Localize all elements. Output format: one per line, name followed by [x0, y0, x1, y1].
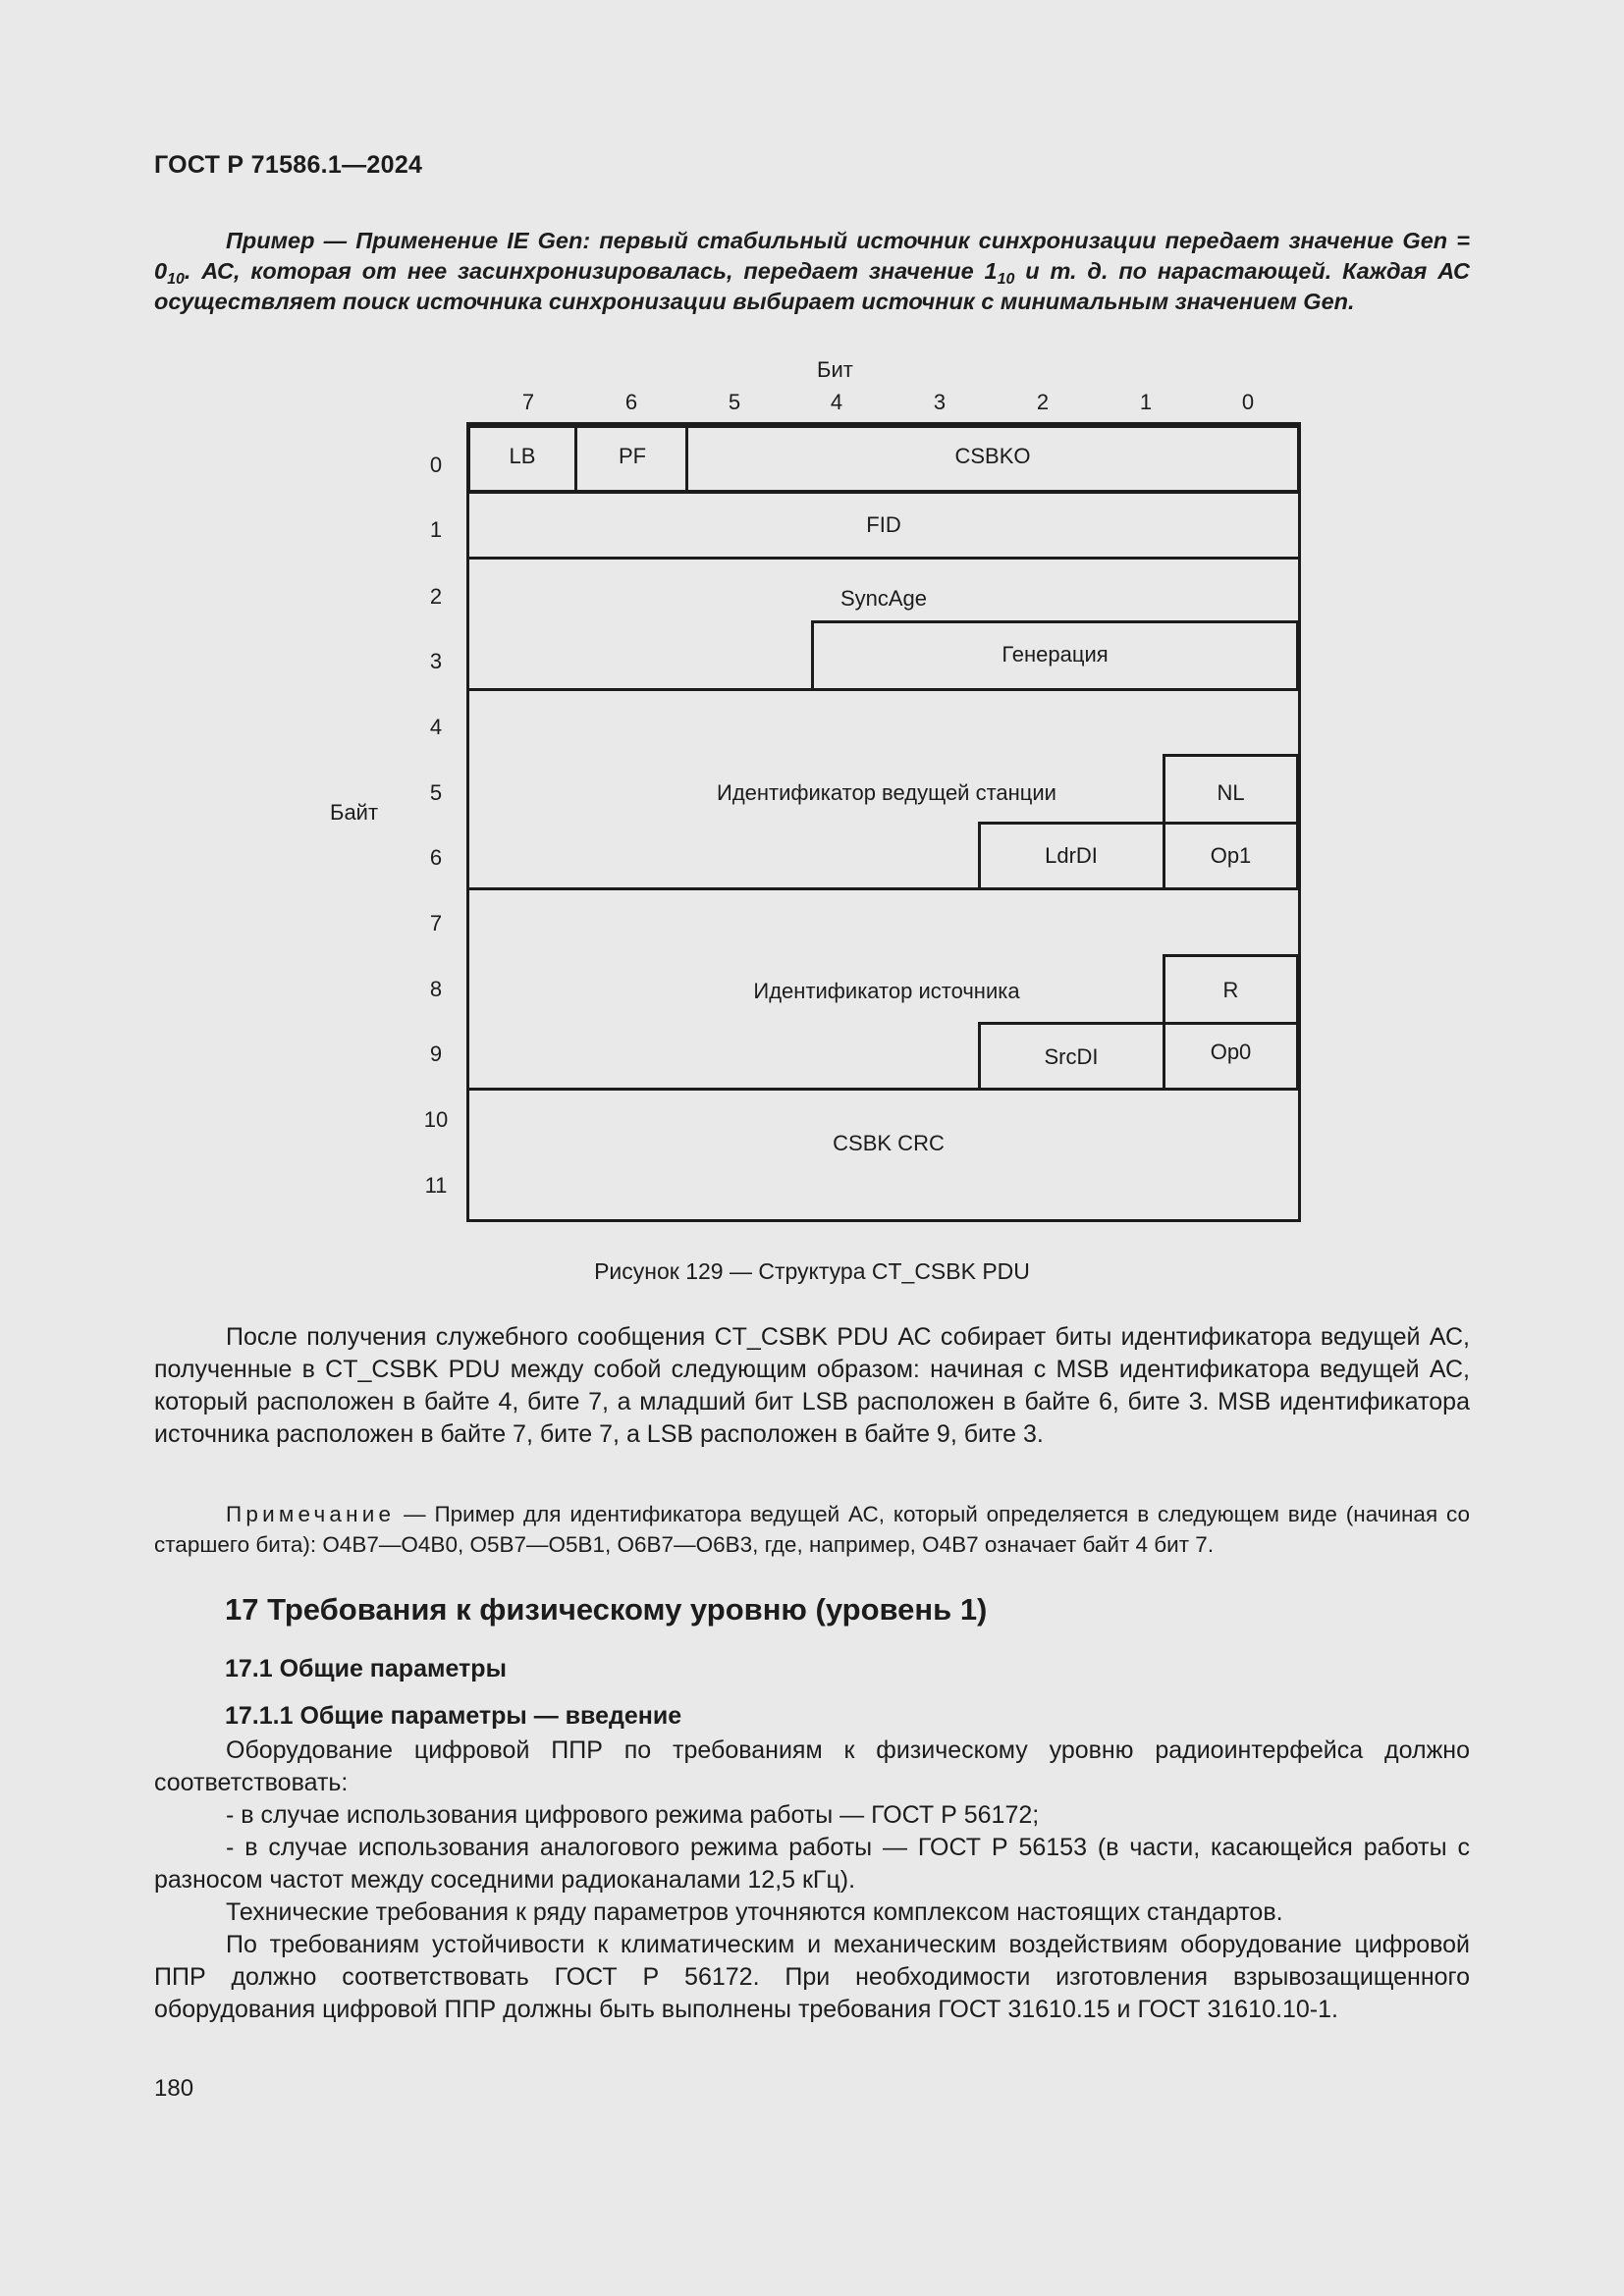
- byte-label: 6: [429, 845, 443, 870]
- section17-body: [154, 1735, 1470, 2026]
- bit-label: 7: [521, 390, 535, 414]
- divider: [979, 1022, 1299, 1025]
- byte-label: 10: [423, 1107, 449, 1132]
- divider: [466, 557, 1301, 560]
- field-master-station-id: Идентификатор ведущей станции: [717, 780, 1056, 805]
- section17-paragraph: По требованиям устойчивости к климатическим и механическим воздействиям оборудование цифровой ППР должно соответствовать ГОСТ Р 56172. При необходимости изготовления взрывозащищенного оборудования цифровой ППР должны быть выполнены требования ГОСТ 31610.15 и ГОСТ 31610.10-1.: [154, 1931, 1470, 2023]
- byte-label: 0: [429, 453, 443, 477]
- field-generation: Генерация: [1001, 642, 1109, 667]
- byte-label: 2: [429, 584, 443, 609]
- note-text: — Пример для идентификатора ведущей АС, который определяется в следующем виде (начиная со старшего бита): O4B7—O4B0, O5B7—O5B1, O6B7—O6B3, где, например, O4B7 означает байт 4 бит 7.: [154, 1502, 1470, 1557]
- field-fid: FID: [866, 512, 901, 537]
- section17-paragraph: Оборудование цифровой ППР по требованиям к физическому уровню радиоинтерфейса должно соответствовать:: [154, 1736, 1470, 1796]
- field-srcdi: SrcDI: [1044, 1044, 1099, 1069]
- field-syncage: SyncAge: [839, 586, 928, 611]
- section-heading: 17 Требования к физическому уровню (уровень 1): [225, 1592, 988, 1627]
- byte-label: 7: [429, 911, 443, 935]
- bit-label: 2: [1036, 390, 1050, 414]
- bit-label: 5: [728, 390, 741, 414]
- bit-label: 0: [1241, 390, 1255, 414]
- field-nl: NL: [1217, 780, 1245, 805]
- field-op0: Op0: [1210, 1040, 1252, 1064]
- example-text-suffix: и т. д. по нарастающей. Каждая АС осуществляет поиск источника синхронизации выбирает источник с минимальным значением Gen.: [154, 258, 1470, 314]
- bit-label: 6: [624, 390, 638, 414]
- bit-label: 1: [1139, 390, 1153, 414]
- example-text-middle: . АС, которая от нее засинхронизировалась, передает значение 1: [184, 258, 998, 284]
- note-paragraph: [154, 1499, 1470, 1560]
- note-label: Примечание: [226, 1502, 396, 1526]
- divider: [979, 822, 1299, 825]
- field-csbk-crc: CSBK CRC: [833, 1131, 945, 1155]
- subsubsection-heading: 17.1.1 Общие параметры — введение: [225, 1702, 682, 1730]
- byte-label: 9: [429, 1041, 443, 1066]
- figure-caption: Рисунок 129 — Структура CT_CSBK PDU: [594, 1258, 1030, 1284]
- byte-label: 8: [429, 977, 443, 1001]
- section17-paragraph: Технические требования к ряду параметров уточняются комплексом настоящих стандартов.: [226, 1898, 1283, 1926]
- field-r: R: [1222, 978, 1239, 1002]
- page-number: 180: [154, 2075, 194, 2102]
- byte-label: 3: [429, 649, 443, 673]
- example-subscript-1: 10: [167, 271, 185, 288]
- list-item: - в случае использования цифрового режима работы — ГОСТ Р 56172;: [226, 1801, 1040, 1829]
- byte-label: 1: [429, 517, 443, 542]
- bit-label: 3: [933, 390, 947, 414]
- example-paragraph: [154, 226, 1470, 317]
- bit-label: 4: [830, 390, 843, 414]
- byte-axis-title: Байт: [330, 800, 379, 825]
- document-header: ГОСТ Р 71586.1—2024: [154, 151, 423, 179]
- byte-label: 5: [429, 780, 443, 805]
- example-text-prefix: Пример — Применение IE Gen: первый стабильный источник синхронизации передает значение Gen = 0: [154, 228, 1470, 284]
- divider: [466, 491, 1301, 494]
- list-item: - в случае использования аналогового режима работы — ГОСТ Р 56153 (в части, касающейся работы с разносом частот между соседними радиоканалами 12,5 кГц).: [154, 1834, 1470, 1894]
- field-csbko: CSBKO: [954, 444, 1031, 468]
- byte-label: 4: [429, 715, 443, 739]
- field-source-id: Идентификатор источника: [753, 979, 1020, 1003]
- field-op1: Op1: [1210, 843, 1252, 868]
- subsection-heading: 17.1 Общие параметры: [225, 1655, 507, 1682]
- field-lb: LB: [509, 444, 536, 468]
- example-subscript-2: 10: [997, 271, 1015, 288]
- field-ldrdi: LdrDI: [1045, 843, 1098, 868]
- body-paragraph: После получения служебного сообщения CT_CSBK PDU АС собирает биты идентификатора ведущей АС, полученные в CT_CSBK PDU между собой следующим образом: начиная с MSB идентификатора ведущей АС, который расположен в байте 4, бите 7, а младший бит LSB расположен в байте 6, бите 3. MSB идентификатора источника расположен в байте 7, бите 7, а LSB расположен в байте 9, бите 3.: [154, 1323, 1470, 1448]
- byte-label: 11: [424, 1173, 448, 1198]
- bit-axis-title: Бит: [817, 357, 853, 382]
- field-pf: PF: [618, 444, 647, 468]
